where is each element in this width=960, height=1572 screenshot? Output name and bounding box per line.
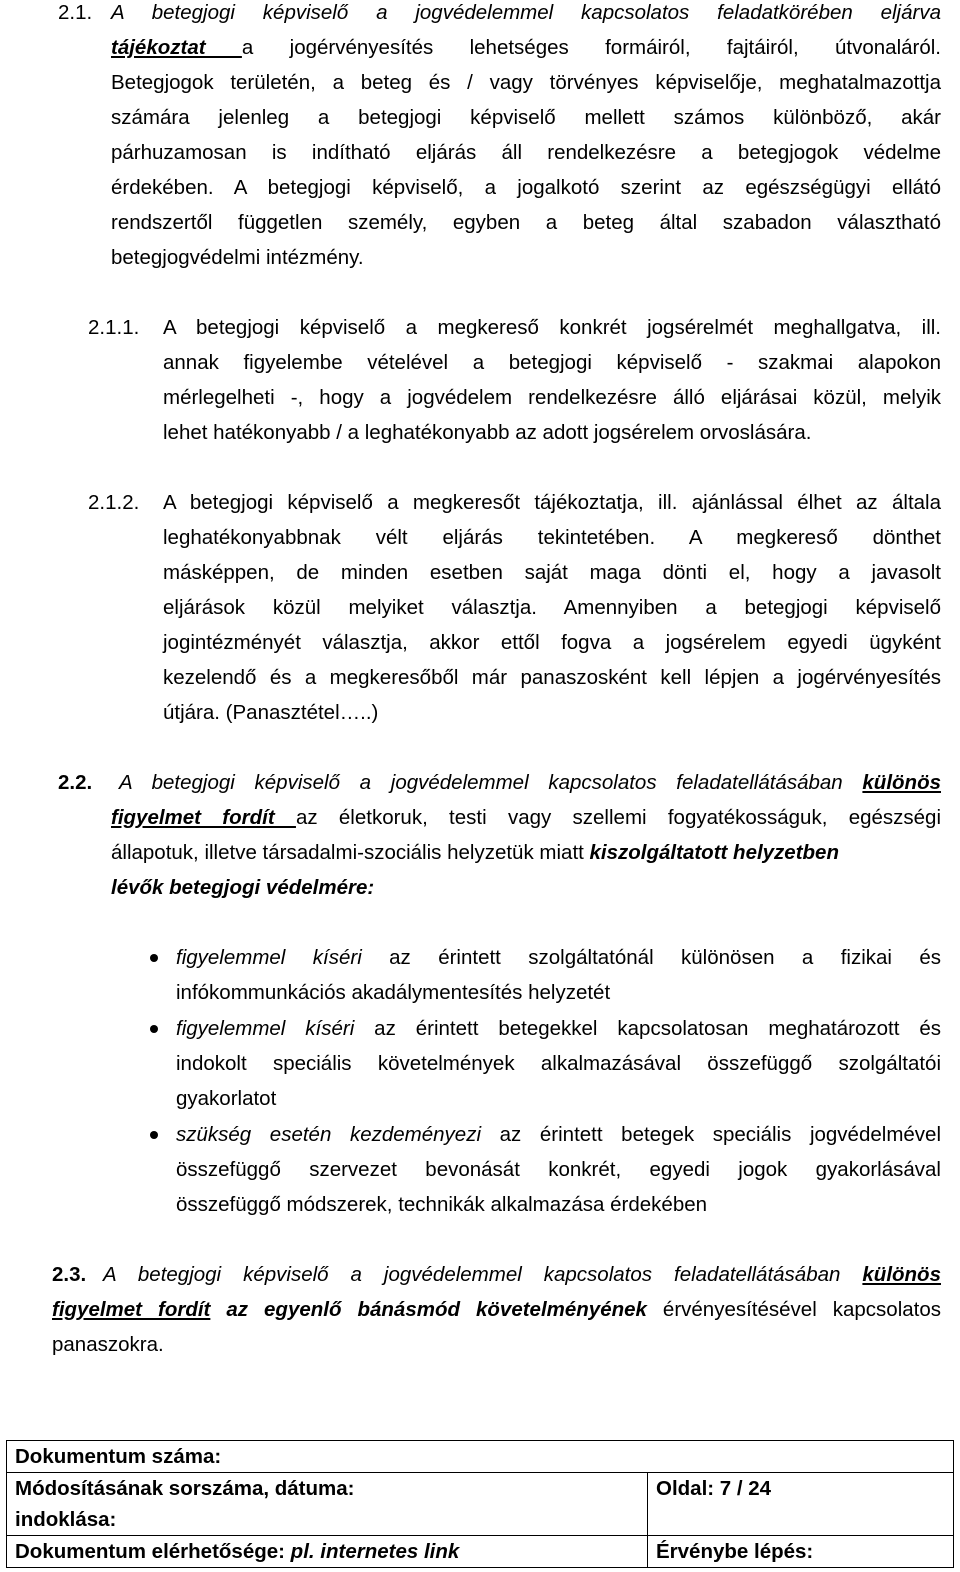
page-cell: Oldal: 7 / 24 [648,1473,954,1536]
paragraph-line: betegjogvédelmi intézmény. [111,246,364,269]
section-number: 2.1.1. [88,316,140,339]
list-item-cont: indokolt speciális követelmények alkalmazásával összefüggő szolgáltatói [176,1052,941,1075]
paragraph-line: panaszokra. [52,1333,164,1356]
list-item-cont: összefüggő módszerek, technikák alkalmazása érdekében [176,1193,708,1216]
section-number: 2.1. [58,1,93,24]
list-item: szükség esetén kezdeményezi az érintett betegek speciális jogvédelmével [176,1123,941,1146]
paragraph-line: leghatékonyabbnak vélt eljárás tekintetében. A megkereső dönthet [163,526,941,549]
paragraph-line: tájékoztat a jogérvényesítés lehetséges formáiról, fajtáiról, útvonaláról. [111,36,941,59]
list-item-cont: gyakorlatot [176,1087,277,1110]
paragraph-line: A betegjogi képviselő a megkereső konkrét jogsérelmét meghallgatva, ill. [163,316,941,339]
paragraph-line: rendszertől független személy, egyben a beteg által szabadon választható [111,211,941,234]
section-number: 2.2. [58,771,93,794]
effective-date-cell: Érvénybe lépés: [648,1536,954,1568]
bullet-icon [150,1131,158,1139]
section-heading: A betegjogi képviselő a jogvédelemmel kapcsolatos feladatellátásában különös [119,771,941,794]
availability-cell: Dokumentum elérhetősége: pl. internetes link [7,1536,648,1568]
paragraph-line: Betegjogok területén, a beteg és / vagy törvényes képviselője, meghatalmazottja [111,71,941,94]
document-footer-table [6,1440,954,1568]
section-heading: A betegjogi képviselő a jogvédelemmel kapcsolatos feladatkörében eljárva [111,1,941,24]
paragraph-line: jogintézményét választja, akkor ettől fogva a jogsérelem egyedi ügyként [163,631,941,654]
list-item: figyelemmel kíséri az érintett szolgáltatónál különösen a fizikai és [176,946,941,969]
paragraph-line: eljárások közül melyiket választja. Amennyiben a betegjogi képviselő [163,596,941,619]
paragraph-line: útjára. (Panasztétel…..) [163,701,379,724]
section-number: 2.3. [52,1263,87,1286]
paragraph-line: kezelendő és a megkeresőből már panaszosként kell lépjen a jogérvényesítés [163,666,941,689]
bullet-icon [150,1025,158,1033]
bullet-icon [150,954,158,962]
section-number: 2.1.2. [88,491,140,514]
paragraph-line: mérlegelheti -, hogy a jogvédelem rendelkezésre álló eljárásai közül, melyik [163,386,941,409]
paragraph-line: számára jelenleg a betegjogi képviselő mellett számos különböző, akár [111,106,941,129]
list-item-cont: összefüggő szervezet bevonását konkrét, egyedi jogok gyakorlásával [176,1158,941,1181]
paragraph-line: állapotuk, illetve társadalmi-szociális helyzetük miatt kiszolgáltatott helyzetben [111,841,839,864]
paragraph-line: párhuzamosan is indítható eljárás áll rendelkezésre a betegjogok védelme [111,141,941,164]
list-item: figyelemmel kíséri az érintett betegekkel kapcsolatosan meghatározott és [176,1017,941,1040]
doc-number-cell: Dokumentum száma: [7,1441,954,1473]
paragraph-line: lehet hatékonyabb / a leghatékonyabb az adott jogsérelem orvoslására. [163,421,812,444]
paragraph-line: érdekében. A betegjogi képviselő, a jogalkotó szerint az egészségügyi ellátó [111,176,941,199]
section-heading: A betegjogi képviselő a jogvédelemmel kapcsolatos feladatellátásában különös [103,1263,941,1286]
paragraph-line: figyelmet fordít az életkoruk, testi vagy szellemi fogyatékosságuk, egészségi [111,806,942,829]
paragraph-line: figyelmet fordít az egyenlő bánásmód követelményének érvényesítésével kapcsolatos [52,1298,941,1321]
paragraph-line: lévők betegjogi védelmére: [111,876,375,899]
list-item-cont: infókommunkációs akadálymentesítés helyzetét [176,981,611,1004]
paragraph-line: A betegjogi képviselő a megkeresőt tájékoztatja, ill. ajánlással élhet az általa [163,491,941,514]
modification-cell: Módosításának sorszáma, dátuma: indoklása: [7,1473,648,1536]
paragraph-line: másképpen, de minden esetben saját maga dönti el, hogy a javasolt [163,561,941,584]
paragraph-line: annak figyelembe vételével a betegjogi képviselő - szakmai alapokon [163,351,941,374]
